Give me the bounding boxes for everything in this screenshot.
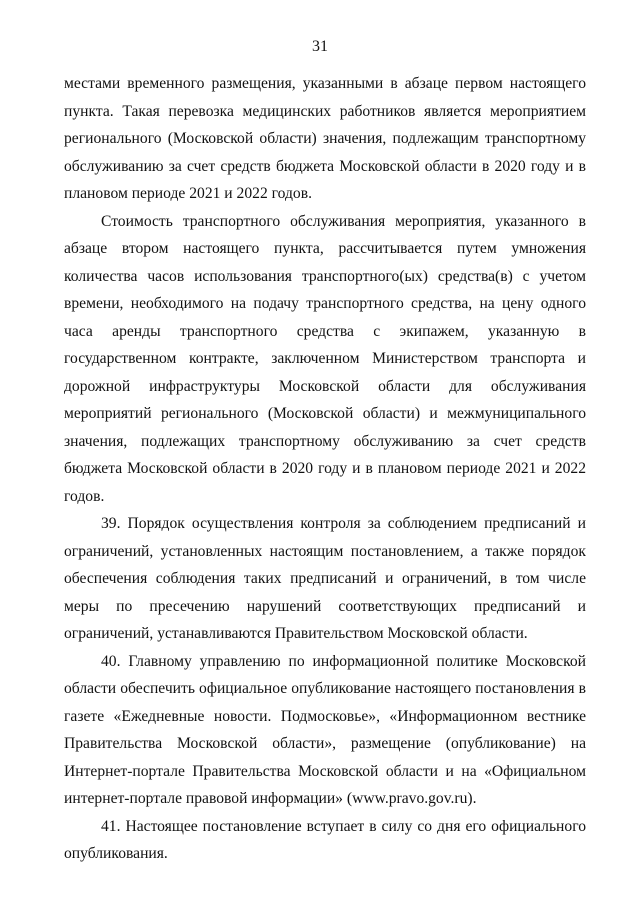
paragraph-continuation: местами временного размещения, указанными в абзаце первом настоящего пункта. Такая перевозка медицинских работников является мероприятием регионального (Московской области) значения, подлежащим транспортному обслуживанию за счет средств бюджета Московской области в 2020 году и в плановом периоде 2021 и 2022 годов. [64,75,586,202]
paragraph-item-40: 40. Главному управлению по информационной политике Московской области обеспечить официальное опубликование настоящего постановления в газете «Ежедневные новости. Подмосковье», «Информационном вестнике Правительства Московской области», размещение (опубликование) на Интернет-портале Правительства Московской области и на «Официальном интернет-портале правовой информации» (www.pravo.gov.ru). [64,652,586,807]
paragraph-item-39: 39. Порядок осуществления контроля за соблюдением предписаний и ограничений, установленных настоящим постановлением, а также порядок обеспечения соблюдения таких предписаний и ограничений, в том числе меры по пресечению нарушений соответствующих предписаний и ограничений, устанавливаются Правительством Московской области. [64,515,586,642]
paragraph-transport-cost: Стоимость транспортного обслуживания мероприятия, указанного в абзаце втором настоящего пункта, рассчитывается путем умножения количества часов использования транспортного(ых) средства(в) с учетом времени, необходимого на подачу транспортного средства, на цену одного часа аренды транспортного средства с экипажем, указанную в государственном контракте, заключенном Министерством транспорта и дорожной инфраструктуры Московской области для обслуживания мероприятий регионального (Московской области) и межмуниципального значения, подлежащих транспортному обслуживанию за счет средств бюджета Московской области в 2020 году и в плановом периоде 2021 и 2022 годов. [64,212,586,505]
paragraph-item-41: 41. Настоящее постановление вступает в силу со дня его официального опубликования. [64,817,586,862]
document-body [64,70,586,868]
page-number: 31 [312,38,328,55]
